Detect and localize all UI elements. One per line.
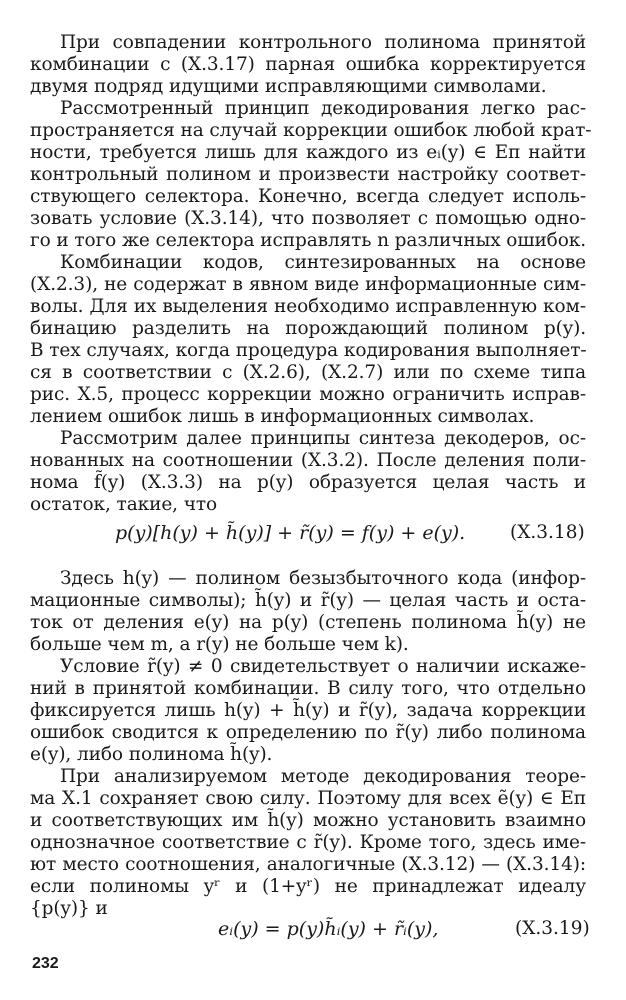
- text-line: однозначное соответствие с r̃(y). Кроме того, здесь име-: [30, 832, 586, 853]
- text-line: ошибок сводится к определению по r̃(y) либо полинома: [30, 722, 586, 743]
- text-line: ний в принятой комбинации. В силу того, что отдельно: [30, 678, 586, 699]
- text-line: мационные символы); h̃(y) и r̃(y) — целая часть и оста-: [30, 590, 586, 611]
- paragraph-2: [30, 98, 592, 252]
- text-line: {p(y)} и: [30, 898, 108, 919]
- text-line: ма X.1 сохраняет свою силу. Поэтому для всех ẽ(y) ∈ Eп: [30, 788, 586, 809]
- paragraph-3: [30, 252, 586, 428]
- text-line: Рассмотрим далее принципы синтеза декодеров, ос-: [60, 428, 586, 449]
- text-line: пространяется на случай коррекции ошибок любой крат-: [30, 120, 592, 141]
- text-line: рис. X.5, процесс коррекции можно ограничить исправ-: [30, 384, 586, 405]
- text-line: Рассмотренный принцип декодирования легко рас-: [60, 98, 586, 119]
- text-line: фиксируется лишь h(y) + h̃(y) и r̃(y), задача коррекции: [30, 700, 586, 721]
- paragraph-4: [30, 428, 586, 516]
- equation-number: (X.3.19): [515, 918, 590, 939]
- text-line: При совпадении контрольного полинома принятой: [60, 32, 586, 53]
- text-line: ток от деления e(y) на p(y) (степень полинома h̃(y) не: [30, 612, 586, 633]
- text-line: зовать условие (X.3.14), что позволяет с помощью одно-: [30, 208, 586, 229]
- text-line: (X.2.3), не содержат в явном виде информационные сим-: [30, 274, 586, 295]
- text-line: больше чем m, а r(y) не больше чем k).: [30, 634, 409, 655]
- text-line: нома f̃(y) (X.3.3) на p(y) образуется целая часть и: [30, 472, 586, 493]
- equation-number: (X.3.18): [510, 522, 585, 543]
- text-line: При анализируемом методе декодирования теоре-: [60, 766, 586, 787]
- text-line: Здесь h(y) — полином безызбыточного кода (инфор-: [60, 568, 586, 589]
- text-line: двумя подряд идущими исправляющими символами.: [30, 76, 547, 97]
- text-line: остаток, такие, что: [30, 494, 218, 515]
- text-line: ют место соотношения, аналогичные (X.3.12) — (X.3.14):: [30, 854, 586, 875]
- paragraph-7: [30, 766, 586, 920]
- text-line: Условие r̃(y) ≠ 0 свидетельствует о наличии искаже-: [60, 656, 586, 677]
- text-line: комбинации с (X.3.17) парная ошибка корректируется: [30, 54, 586, 75]
- text-line: лением ошибок лишь в информационных символах.: [30, 406, 535, 427]
- text-line: нованных на соотношении (X.3.2). После деления поли-: [30, 450, 586, 471]
- text-line: волы. Для их выделения необходимо исправленную ком-: [30, 296, 586, 317]
- paragraph-6: [30, 656, 586, 766]
- text-line: и соответствующих им h̃(y) можно установить взаимно: [30, 810, 586, 831]
- text-line: e(y), либо полинома h̃(y).: [30, 744, 273, 765]
- text-line: ствующего селектора. Конечно, всегда следует исполь-: [30, 186, 586, 207]
- page-number: 232: [32, 955, 59, 972]
- equation-formula: eᵢ(y) = p(y)h̃ᵢ(y) + r̃ᵢ(y),: [218, 918, 439, 940]
- text-line: ности, требуется лишь для каждого из eᵢ(y) ∈ Eп найти: [30, 142, 586, 163]
- text-line: Комбинации кодов, синтезированных на основе: [60, 252, 586, 273]
- text-line: ся в соответствии с (X.2.6), (X.2.7) или по схеме типа: [30, 362, 586, 383]
- text-line: если полиномы yʳ и (1+yʳ) не принадлежат идеалу: [30, 876, 586, 897]
- text-line: В тех случаях, когда процедура кодирования выполняет-: [30, 340, 587, 361]
- paragraph-1: [30, 32, 586, 98]
- equation-formula: p(y)[h(y) + h̃(y)] + r̃(y) = f(y) + e(y).: [115, 522, 466, 544]
- paragraph-5: [30, 568, 586, 656]
- text-line: го и того же селектора исправлять n различных ошибок.: [30, 230, 586, 251]
- text-line: контрольный полином и произвести настройку соответ-: [30, 164, 586, 185]
- text-line: бинацию разделить на порождающий полином p(y).: [30, 318, 586, 339]
